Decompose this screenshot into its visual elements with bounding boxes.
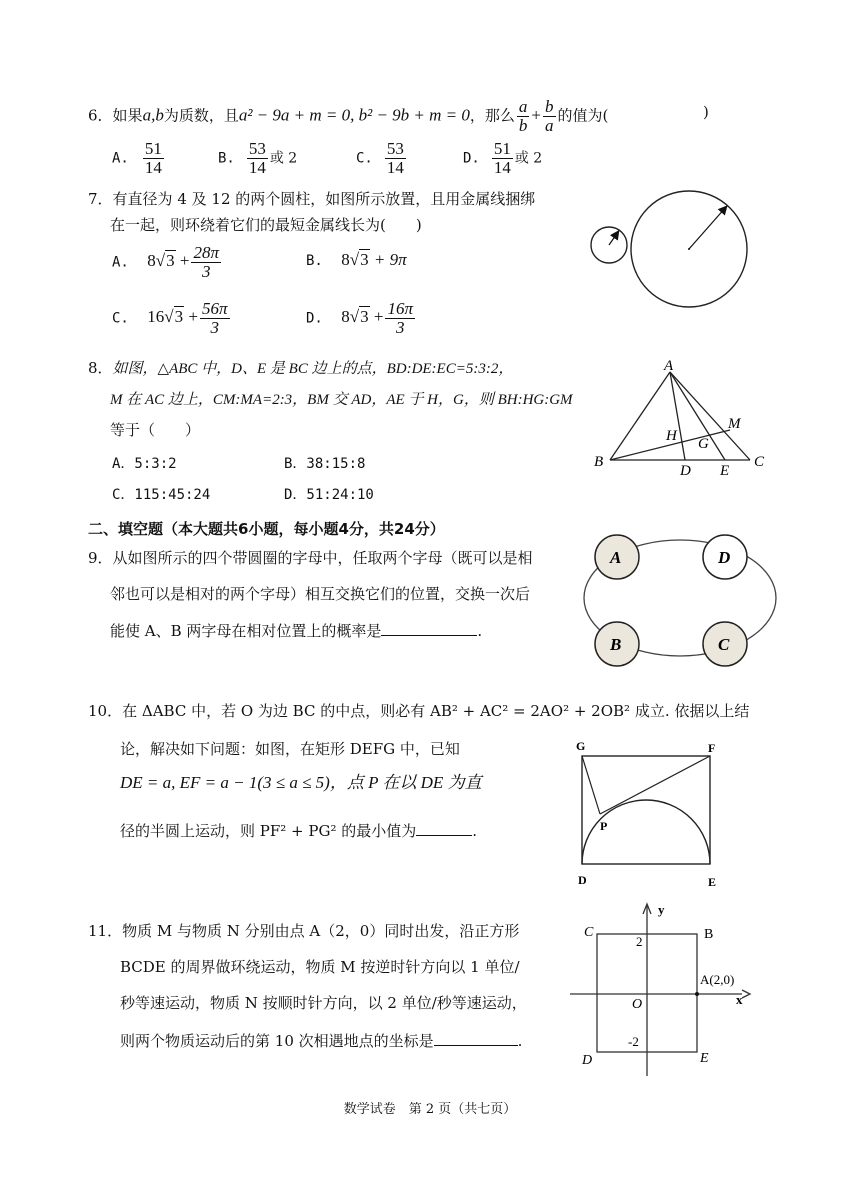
q10-line1	[88, 700, 749, 721]
section-fill-in-heading: 二、填空题（本大题共6小题，每小题4分，共24分）	[88, 520, 445, 538]
q9-line2: 邻也可以是相对的两个字母）相互交换它们的位置，交换一次后	[110, 585, 531, 603]
q8-text: 如图，△ABC 中，D、E 是 BC 边上的点，BD:DE:EC=5:3:2，	[112, 361, 514, 377]
q6-number: 6．	[88, 106, 113, 125]
svg-text:O: O	[632, 997, 643, 1012]
label-D: D	[680, 463, 691, 478]
q9-number: 9．	[88, 549, 113, 567]
q6-text: ，那么	[469, 106, 515, 125]
q11-line3: 秒等速运动，物质 N 按顺时针方向，以 2 单位/秒等速运动，	[120, 994, 527, 1012]
q7-text: 有直径为 4 及 12 的两个圆柱，如图所示放置，且用金属线捆绑	[112, 190, 536, 208]
q10-text: 在 ΔABC 中，若 O 为边 BC 的中点，则必有 AB² + AC² = 2AO² + 2OB² 成立. 依据以上结	[122, 702, 750, 720]
page-footer: 数学试卷 第 2 页（共七页）	[343, 1102, 517, 1117]
q7-option-b[interactable]: B. 8√3 + 9π	[306, 250, 407, 269]
q8-option-a[interactable]: A．5:3:2	[112, 456, 177, 472]
q11-coordinate-figure	[570, 898, 780, 1078]
svg-text:D: D	[578, 873, 587, 887]
q10-line3: DE = a, EF = a − 1(3 ≤ a ≤ 5)，点 P 在以 DE 为直	[120, 773, 482, 792]
small-radius-arrow	[609, 232, 618, 245]
svg-text:B: B	[704, 927, 714, 942]
q8-option-b[interactable]: B．38:15:8	[284, 456, 366, 472]
q6-equation: a² − 9a + m = 0, b² − 9b + m = 0	[238, 105, 470, 125]
q6-close-paren: )	[703, 103, 709, 121]
label-C: C	[754, 454, 765, 470]
q7-option-a[interactable]: A. 8√3 + $\frac{28\pi}{3}$	[112, 243, 220, 281]
q10-line2: 论，解决如下问题：如图，在矩形 DEFG 中，已知	[120, 740, 460, 758]
q11-line2: BCDE 的周界做环绕运动，物质 M 按逆时针方向以 1 单位/	[120, 958, 520, 976]
q8-option-c[interactable]: C．115:45:24	[112, 487, 211, 503]
q8-line3: 等于（ ）	[110, 421, 201, 439]
q8-option-d[interactable]: D．51:24:10	[284, 487, 374, 503]
q6-text: 如果	[112, 106, 143, 125]
q7-option-c[interactable]: C. 16√3 + $\frac{56\pi}{3}$	[112, 299, 228, 337]
q6-plus: +	[531, 105, 542, 125]
svg-text:F: F	[708, 741, 716, 755]
svg-text:A: A	[610, 548, 622, 567]
svg-text:C: C	[718, 635, 730, 654]
svg-text:2: 2	[636, 934, 643, 949]
q9-text: 从如图所示的四个带圆圈的字母中，任取两个字母（既可以是相	[112, 549, 533, 567]
q8-number: 8．	[88, 359, 113, 377]
q7-line1	[88, 188, 535, 209]
q7-number: 7．	[88, 190, 113, 208]
q11-answer-blank[interactable]	[434, 1031, 518, 1046]
large-radius-arrow	[689, 207, 726, 249]
q10-line4: 径的半圆上运动，则 PF² + PG² 的最小值为 .	[120, 822, 478, 840]
svg-text:C: C	[584, 925, 594, 940]
svg-text:y: y	[658, 902, 665, 917]
q9-circle-letters-figure	[583, 530, 783, 670]
q6-option-d[interactable]: D. $\frac{51}{14}$ 或 2	[463, 139, 543, 177]
q9-line3: 能使 A、B 两字母在相对位置上的概率是 .	[110, 622, 483, 640]
q11-number: 11．	[88, 922, 123, 940]
q9-answer-blank[interactable]	[381, 621, 477, 636]
label-B: B	[594, 454, 604, 470]
q11-text: 物质 M 与物质 N 分别由点 A（2，0）同时出发，沿正方形	[122, 922, 520, 940]
q9-line1	[88, 547, 533, 568]
label-M: M	[728, 416, 741, 432]
label-E: E	[720, 463, 730, 478]
q10-rectangle-figure	[572, 736, 722, 891]
svg-text:-2: -2	[628, 1034, 639, 1049]
label-A: A	[664, 358, 674, 374]
svg-text:D: D	[718, 548, 731, 567]
label-G: G	[698, 436, 709, 452]
q6-frac-a-over-b: $\frac{a}{b}$	[518, 97, 528, 135]
q10-number: 10．	[88, 702, 123, 720]
q6-frac-b-over-a: $\frac{b}{a}$	[545, 97, 554, 135]
q7-option-d[interactable]: D. 8√3 + $\frac{16\pi}{3}$	[306, 299, 414, 337]
q7-circles-figure	[585, 185, 755, 315]
svg-text:A(2,0): A(2,0)	[700, 972, 735, 987]
q8-line1	[88, 357, 513, 378]
svg-text:E: E	[700, 1051, 709, 1066]
q7-line2: 在一起，则环绕着它们的最短金属线长为( )	[110, 216, 422, 234]
svg-text:E: E	[708, 875, 717, 889]
svg-text:x: x	[736, 992, 743, 1007]
svg-text:B: B	[610, 635, 622, 654]
q6-option-c[interactable]: C. $\frac{53}{14}$	[356, 139, 404, 177]
q11-line4: 则两个物质运动后的第 10 次相遇地点的坐标是 .	[120, 1032, 523, 1050]
q6-option-b[interactable]: B. $\frac{53}{14}$ 或 2	[218, 139, 298, 177]
q6-text: 为质数，且	[163, 106, 239, 125]
q11-line1	[88, 920, 519, 941]
q6-option-a[interactable]: A. $\frac{51}{14}$	[112, 139, 162, 177]
svg-text:P: P	[600, 819, 608, 833]
q6-stem	[88, 98, 608, 135]
q6-vars: a,b	[142, 105, 164, 125]
q6-text: 的值为(	[557, 106, 609, 125]
q8-line2: M 在 AC 边上，CM:MA=2:3，BM 交 AD，AE 于 H，G，则 BH:HG:GM	[110, 392, 573, 408]
svg-text:D: D	[582, 1053, 593, 1068]
q10-answer-blank[interactable]	[416, 821, 472, 836]
svg-text:G: G	[576, 739, 586, 753]
q8-triangle-figure	[590, 358, 780, 478]
label-H: H	[666, 428, 677, 444]
